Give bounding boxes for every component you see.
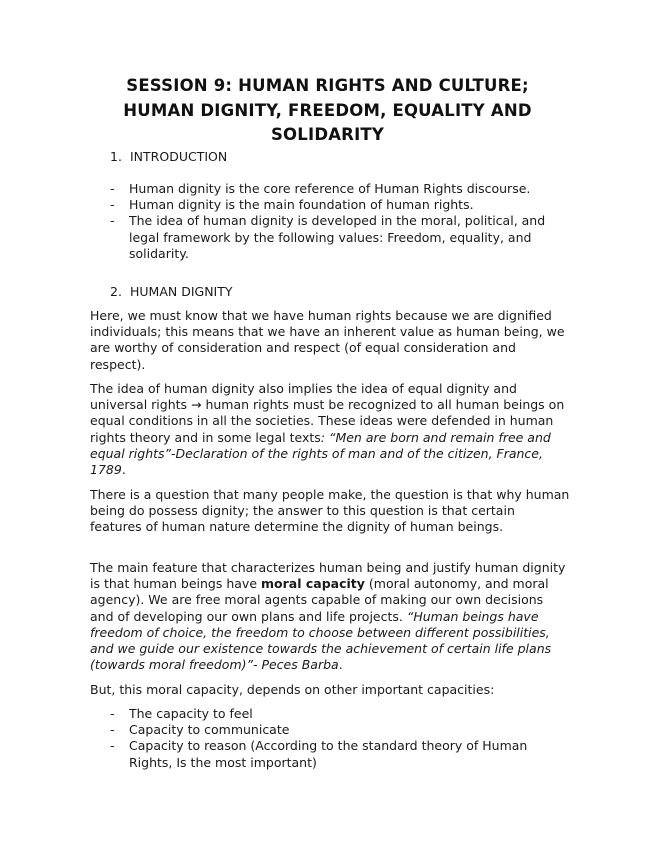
list-item xyxy=(110,706,570,722)
list-item xyxy=(110,722,570,738)
dash-marker: - xyxy=(110,181,115,196)
section-number: 2. xyxy=(110,284,122,299)
list-item-text: Human dignity is the main foundation of human rights. xyxy=(129,197,474,213)
paragraph-3: There is a question that many people make, the question is that why human being do possess dignity; the answer to this question is that certain features of human nature determine the dignity of human beings. xyxy=(90,487,570,535)
section-number: 1. xyxy=(110,149,122,164)
dash-marker: - xyxy=(110,197,115,213)
list-item-text: Capacity to reason (According to the standard theory of Human Rights, Is the most important) xyxy=(129,738,528,770)
paragraph-5: But, this moral capacity, depends on other important capacities: xyxy=(90,682,495,697)
moral-capacity-term: moral capacity xyxy=(261,576,365,592)
section-title: INTRODUCTION xyxy=(130,149,228,164)
peces-barba-quote: “Human beings have freedom of choice, the freedom to choose between different possibilities, and we guide our existence towards the achievement of certain life plans (towards moral freedom)”- Peces Barba xyxy=(90,608,552,673)
list-item-text: Capacity to communicate xyxy=(129,722,290,738)
paragraph-text: (moral autonomy, and moral agency). We are free moral agents capable of making our own decisions and of developing our own plans and life projects. xyxy=(90,576,549,624)
list-item-text: The idea of human dignity is developed in the moral, political, and legal framework by the following values: Freedom, equality, and solidarity. xyxy=(129,213,546,261)
list-item xyxy=(110,181,570,197)
list-item xyxy=(110,738,570,770)
paragraph-end: . xyxy=(338,657,343,673)
paragraph-text: The idea of human dignity also implies the idea of equal dignity and universal rights → human rights must be recognized to all human beings on equal conditions in all the societies. These ideas were defended in human rights theory and in some legal texts xyxy=(90,381,565,445)
paragraph-1: Here, we must know that we have human rights because we are dignified individuals; this means that we have an inherent value as human being, we are worthy of consideration and respect (of equal consideration and respect). xyxy=(90,308,565,372)
paragraph-end: . xyxy=(121,462,126,478)
dash-marker: - xyxy=(110,722,115,738)
section-heading-human-dignity xyxy=(110,284,233,300)
paragraph-4 xyxy=(90,560,570,673)
list-item-text: Human dignity is the core reference of Human Rights discourse. xyxy=(129,181,531,196)
section-title: HUMAN DIGNITY xyxy=(130,284,233,299)
paragraph-text: The main feature that characterizes human being and justify human dignity is that human beings have xyxy=(90,560,566,592)
title-line-2: HUMAN DIGNITY, FREEDOM, EQUALITY AND xyxy=(123,100,532,120)
dash-marker: - xyxy=(110,738,115,754)
paragraph-2 xyxy=(90,381,570,478)
dash-marker: - xyxy=(110,213,115,229)
title-line-3: SOLIDARITY xyxy=(270,125,385,144)
introduction-list xyxy=(110,181,570,262)
list-item xyxy=(110,213,570,262)
list-item-text: The capacity to feel xyxy=(129,706,253,721)
capacities-list xyxy=(110,706,570,771)
title-line-1: SESSION 9: HUMAN RIGHTS AND CULTURE; xyxy=(126,76,529,95)
document-title xyxy=(90,74,565,148)
dash-marker: - xyxy=(110,706,115,721)
declaration-quote: : “Men are born and remain free and equal rights”-Declaration of the rights of man and of the citizen, France, 1789 xyxy=(90,429,551,478)
section-heading-introduction xyxy=(110,149,227,165)
list-item xyxy=(110,197,570,213)
